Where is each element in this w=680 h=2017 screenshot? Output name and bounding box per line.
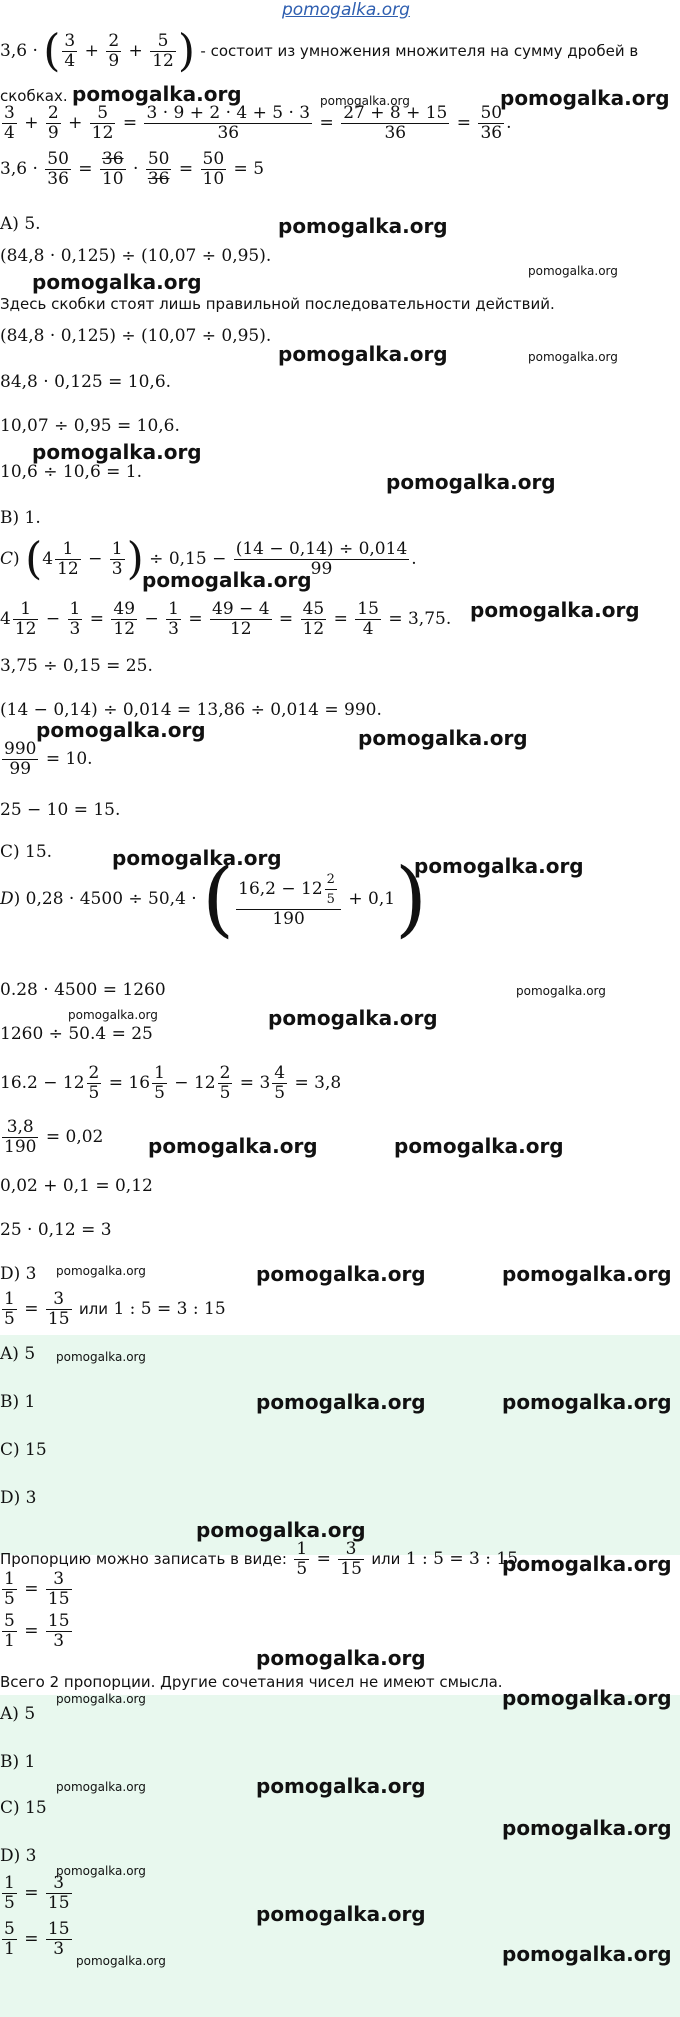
option-c-1[interactable]: C) 15 [0, 1440, 47, 1460]
watermark-text-small: pomogalka.org [56, 1264, 146, 1278]
problem-c-step-4: $\frac{990}{99}$ = 10. [4, 739, 93, 779]
problem-d-step-3: 16.2 − 12 $\frac{2}{5}$ = 16 $\frac{1}{5}$ − 12 $\frac{2}{5}$ = 3 $\frac{4}{5}$ = 3,8 [0, 1063, 342, 1103]
watermark-text: pomogalka.org [502, 1552, 672, 1576]
watermark-text: pomogalka.org [148, 1134, 318, 1158]
watermark-text: pomogalka.org [502, 1816, 672, 1840]
problem-c-expression: C) (4 $\frac{1}{12}$ − $\frac{1}{3}$ ) ÷ 0,15 − $\frac{(14 - 0,14) \div 0,014}{99}$ . [0, 533, 417, 585]
watermark-text: pomogalka.org [32, 270, 202, 294]
answer-d: D) 3 [0, 1264, 37, 1284]
problem-d-step-2: 1260 ÷ 50.4 = 25 [0, 1024, 153, 1044]
watermark-text: pomogalka.org [112, 846, 282, 870]
answer-options-band-2 [0, 1695, 680, 2017]
watermark-text-small: pomogalka.org [528, 264, 618, 278]
watermark-text-small: pomogalka.org [68, 1008, 158, 1022]
problem-b-step-2: 10,07 ÷ 0,95 = 10,6. [0, 416, 180, 436]
option-d-1[interactable]: D) 3 [0, 1488, 37, 1508]
problem-b-step-3: 10,6 ÷ 10,6 = 1. [0, 462, 143, 482]
proportion-2: $\frac{5}{1}$ = $\frac{15}{3}$ [4, 1611, 70, 1651]
problem-a-product: 3,6 · $\frac{50}{36}$ = $\frac{36}{10}$ · $\frac{50}{36}$ = $\frac{50}{10}$ = 5 [0, 149, 265, 189]
answer-b: B) 1. [0, 508, 41, 528]
watermark-text-small: pomogalka.org [76, 1954, 166, 1968]
watermark-text: pomogalka.org [256, 1902, 426, 1926]
problem-d-step-6: 25 · 0,12 = 3 [0, 1220, 112, 1240]
watermark-text: pomogalka.org [32, 440, 202, 464]
site-header-link[interactable]: pomogalka.org [282, 0, 410, 20]
watermark-text-small: pomogalka.org [516, 984, 606, 998]
option-b-2[interactable]: B) 1 [0, 1752, 36, 1772]
watermark-text: pomogalka.org [278, 342, 448, 366]
watermark-text: pomogalka.org [502, 1262, 672, 1286]
watermark-text-small: pomogalka.org [56, 1692, 146, 1706]
problem-c-step-1: 4 $\frac{1}{12}$ − $\frac{1}{3}$ = $\frac{49}{12}$ − $\frac{1}{3}$ = $\frac{49 - 4}{12}$ = $\frac{45}{12}$ = $\frac{15}{4}$ = 3,75. [0, 599, 452, 639]
proportion-text: Пропорцию можно записать в виде: $\frac{1}{5}$ = $\frac{3}{15}$ или 1 : 5 = 3 : 15 [0, 1539, 519, 1579]
answer-c: C) 15. [0, 842, 53, 862]
problem-d-step-5: 0,02 + 0,1 = 0,12 [0, 1176, 153, 1196]
watermark-text: pomogalka.org [386, 470, 556, 494]
watermark-text: pomogalka.org [500, 86, 670, 110]
problem-b-step-1: 84,8 · 0,125 = 10,6. [0, 372, 172, 392]
problem-d-step-4: $\frac{3,8}{190}$ = 0,02 [4, 1117, 104, 1157]
watermark-text: pomogalka.org [414, 854, 584, 878]
watermark-text: pomogalka.org [502, 1686, 672, 1710]
proportion-1: $\frac{1}{5}$ = $\frac{3}{15}$ [4, 1569, 70, 1609]
proportion-question: $\frac{1}{5}$ = $\frac{3}{15}$ или 1 : 5 = 3 : 15 [4, 1289, 226, 1329]
proportion-1-repeat: $\frac{1}{5}$ = $\frac{3}{15}$ [4, 1873, 70, 1913]
watermark-text-small: pomogalka.org [528, 350, 618, 364]
option-d-2[interactable]: D) 3 [0, 1846, 37, 1866]
problem-d-step-1: 0.28 · 4500 = 1260 [0, 980, 166, 1000]
watermark-text: pomogalka.org [278, 214, 448, 238]
watermark-text: pomogalka.org [72, 82, 242, 106]
watermark-text: pomogalka.org [256, 1390, 426, 1414]
watermark-text: pomogalka.org [394, 1134, 564, 1158]
watermark-text: pomogalka.org [142, 568, 312, 592]
problem-b-expression: (84,8 · 0,125) ÷ (10,07 ÷ 0,95). [0, 246, 272, 266]
problem-b-expression-repeat: (84,8 · 0,125) ÷ (10,07 ÷ 0,95). [0, 326, 272, 346]
problem-c-step-2: 3,75 ÷ 0,15 = 25. [0, 656, 153, 676]
option-c-2[interactable]: C) 15 [0, 1798, 47, 1818]
watermark-text: pomogalka.org [268, 1006, 438, 1030]
option-b-1[interactable]: B) 1 [0, 1392, 36, 1412]
watermark-text: pomogalka.org [256, 1646, 426, 1670]
problem-a-sum: $\frac{3}{4}$ + $\frac{2}{9}$ + $\frac{5}{12}$ = $\frac{3 \cdot 9 + 2 \cdot 4 + 5 \cdot 3}{36}$ = $\frac{27 + 8 + 15}{36}$ = $\frac{50}{36}$ . [4, 103, 512, 143]
problem-a-desc-cont: скобках. [0, 87, 68, 105]
watermark-text: pomogalka.org [256, 1262, 426, 1286]
watermark-text-small: pomogalka.org [56, 1780, 146, 1794]
option-a-1[interactable]: A) 5 [0, 1344, 36, 1364]
total-note: Всего 2 пропорции. Другие сочетания чисел не имеют смысла. [0, 1673, 503, 1691]
option-a-2[interactable]: A) 5 [0, 1704, 36, 1724]
problem-b-note: Здесь скобки стоят лишь правильной последовательности действий. [0, 295, 555, 313]
watermark-text: pomogalka.org [196, 1518, 366, 1542]
watermark-text-small: pomogalka.org [56, 1350, 146, 1364]
problem-c-step-5: 25 − 10 = 15. [0, 800, 121, 820]
problem-d-expression: D) 0,28 · 4500 ÷ 50,4 · ( 16,2 − 12 $\frac{2}{5}$ 190 + 0,1) [0, 851, 428, 947]
problem-c-step-3: (14 − 0,14) ÷ 0,014 = 13,86 ÷ 0,014 = 990. [0, 700, 382, 720]
watermark-text: pomogalka.org [358, 726, 528, 750]
proportion-2-repeat: $\frac{5}{1}$ = $\frac{15}{3}$ [4, 1919, 70, 1959]
watermark-text-small: pomogalka.org [56, 1864, 146, 1878]
watermark-text: pomogalka.org [36, 718, 206, 742]
watermark-text: pomogalka.org [256, 1774, 426, 1798]
watermark-text: pomogalka.org [502, 1390, 672, 1414]
watermark-text: pomogalka.org [470, 598, 640, 622]
watermark-text: pomogalka.org [502, 1942, 672, 1966]
problem-a-expression: 3,6 · ( $\frac{3}{4}$ + $\frac{2}{9}$ + $\frac{5}{12}$ ) - состоит из умножения множителя на сумму дробей в [0, 25, 639, 77]
watermark-text-small: pomogalka.org [320, 94, 410, 108]
answer-a: A) 5. [0, 214, 41, 234]
